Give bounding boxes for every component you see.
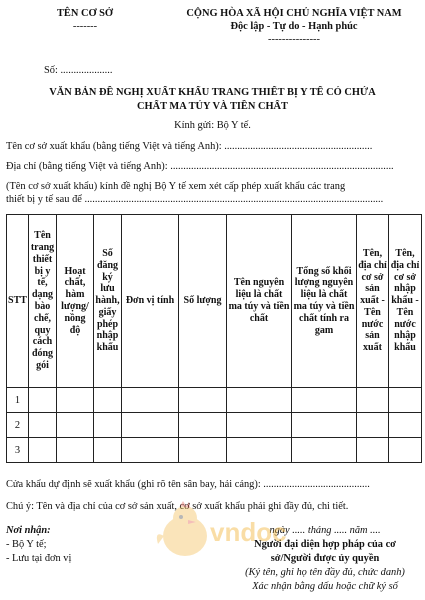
table-cell[interactable] — [179, 438, 227, 463]
note-line: Chú ý: Tên và địa chỉ của cơ sở sản xuất, cơ sở xuất khẩu phải ghi đầy đủ, chi tiết. — [6, 501, 349, 512]
col-header-total-mass: Tổng số khối lượng nguyên liệu là chất ma túy và tiền chất tính ra gam — [292, 215, 357, 388]
equipment-table — [6, 214, 422, 463]
col-header-stt: STT — [7, 215, 29, 388]
recipient-line: Kính gửi: Bộ Y tế. — [174, 120, 251, 131]
table-cell[interactable] — [357, 438, 389, 463]
col-header-importer: Tên, địa chỉ cơ sở nhập khẩu - Tên nước nhập khẩu — [389, 215, 422, 388]
table-cell[interactable] — [357, 413, 389, 438]
table-cell[interactable] — [292, 413, 357, 438]
col-header-unit: Đơn vị tính — [122, 215, 179, 388]
table-cell[interactable] — [357, 388, 389, 413]
table-cell[interactable] — [29, 413, 57, 438]
table-cell[interactable] — [389, 413, 422, 438]
col-header-device-name: Tên trang thiết bị y tế, dạng bào chế, quy cách đóng gói — [29, 215, 57, 388]
table-cell[interactable] — [57, 438, 94, 463]
table-cell[interactable] — [122, 388, 179, 413]
facility-divider: ------- — [72, 21, 98, 32]
document-title-line2: CHẤT MA TÚY VÀ TIỀN CHẤT — [137, 101, 288, 112]
row-number: 3 — [7, 438, 29, 463]
col-header-quantity: Số lượng — [179, 215, 227, 388]
table-cell[interactable] — [292, 388, 357, 413]
table-cell[interactable] — [29, 388, 57, 413]
motto-divider: --------------- — [268, 34, 320, 45]
row-number: 2 — [7, 413, 29, 438]
table-cell[interactable] — [227, 413, 292, 438]
recipients-title: Nơi nhận: — [6, 525, 51, 536]
table-row — [7, 413, 422, 438]
table-cell[interactable] — [122, 413, 179, 438]
col-header-raw-material: Tên nguyên liệu là chất ma túy và tiền chất — [227, 215, 292, 388]
signature-note: (Ký tên, ghi họ tên đầy đủ, chức danh) — [245, 567, 405, 578]
request-line1: (Tên cơ sở xuất khẩu) kính đề nghị Bộ Y tế xem xét cấp phép xuất khẩu các trang — [6, 181, 346, 192]
table-cell[interactable] — [389, 438, 422, 463]
date-line: ngày ..... tháng ..... năm .... — [269, 525, 381, 536]
table-row — [7, 388, 422, 413]
signer-title-line2: sở/Người được ủy quyền — [270, 553, 380, 564]
exporter-name-field: Tên cơ sở xuất khẩu (bằng tiếng Việt và tiếng Anh): ......................................................... — [6, 141, 373, 152]
table-cell[interactable] — [179, 413, 227, 438]
table-cell[interactable] — [122, 438, 179, 463]
recipient-item: - Bộ Y tế; — [6, 539, 47, 550]
table-cell[interactable] — [227, 388, 292, 413]
document-title-line1: VĂN BẢN ĐỀ NGHỊ XUẤT KHẨU TRANG THIẾT BỊ Y TẾ CÓ CHỨA — [49, 87, 376, 98]
table-row — [7, 438, 422, 463]
watermark-brand: vndoc — [210, 517, 287, 547]
address-field: Địa chỉ (bằng tiếng Việt và tiếng Anh): ...................................................................................... — [6, 161, 394, 172]
table-cell[interactable] — [29, 438, 57, 463]
col-header-active-ingredient: Hoạt chất, hàm lượng/ nồng độ — [57, 215, 94, 388]
document-number: Số: .................... — [44, 65, 113, 76]
col-header-registration: Số đăng ký lưu hành, giấy phép nhập khẩu — [94, 215, 122, 388]
recipient-item: - Lưu tại đơn vị — [6, 553, 72, 564]
signer-title-line1: Người đại diện hợp pháp của cơ — [254, 539, 396, 550]
table-cell[interactable] — [179, 388, 227, 413]
table-cell[interactable] — [94, 438, 122, 463]
nation-title: CỘNG HÒA XÃ HỘI CHỦ NGHĨA VIỆT NAM — [186, 8, 402, 19]
table-header-row — [7, 215, 422, 388]
row-number: 1 — [7, 388, 29, 413]
table-cell[interactable] — [292, 438, 357, 463]
table-cell[interactable] — [94, 388, 122, 413]
table-cell[interactable] — [94, 413, 122, 438]
table-cell[interactable] — [57, 413, 94, 438]
stamp-note: Xác nhận bằng dấu hoặc chữ ký số — [252, 581, 398, 592]
table-cell[interactable] — [227, 438, 292, 463]
col-header-manufacturer: Tên, địa chỉ cơ sở sản xuất - Tên nước sản xuất — [357, 215, 389, 388]
table-cell[interactable] — [57, 388, 94, 413]
table-cell[interactable] — [389, 388, 422, 413]
request-line2: thiết bị y tế sau để ................................................................................................................... — [6, 194, 384, 205]
export-port-field: Cửa khẩu dự định sẽ xuất khẩu (ghi rõ tên sân bay, hải cảng): ......................................... — [6, 479, 370, 490]
motto: Độc lập - Tự do - Hạnh phúc — [230, 21, 358, 32]
facility-name: TÊN CƠ SỞ — [56, 8, 113, 19]
